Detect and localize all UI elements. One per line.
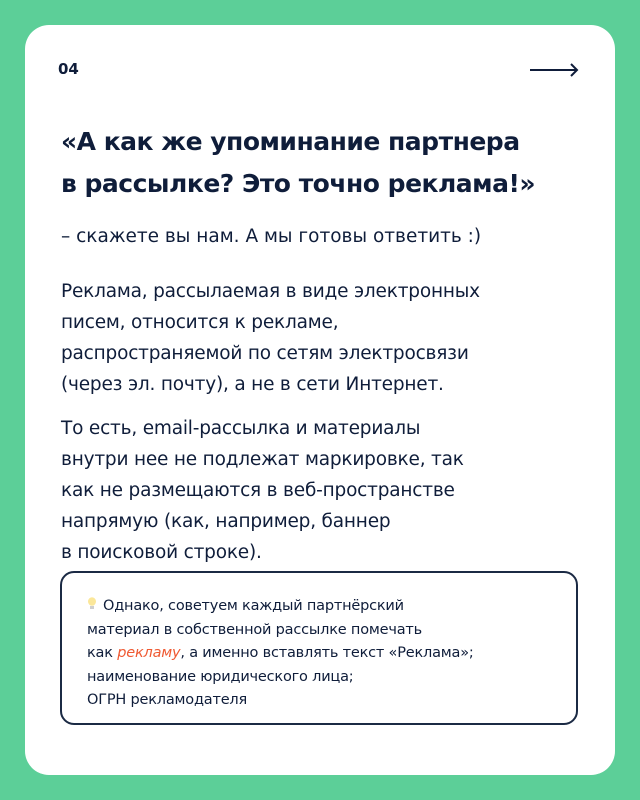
note-line: наименование юридического лица;: [87, 668, 354, 685]
headline-line: в рассылке? Это точно реклама!»: [61, 169, 536, 198]
text-line: напрямую (как, например, баннер: [61, 511, 391, 532]
note-box: [60, 571, 578, 725]
text-line: писем, относится к рекламе,: [61, 312, 339, 333]
note-line: , а именно вставлять текст «Реклама»;: [180, 645, 474, 661]
text-line: (через эл. почту), а не в сети Интернет.: [61, 374, 444, 395]
note-line: как: [87, 645, 118, 661]
arrow-right-icon[interactable]: [530, 62, 580, 78]
paragraph-2: [61, 413, 464, 568]
slide-card: [25, 25, 615, 775]
paragraph-1: [61, 276, 480, 400]
page-number: 04: [58, 60, 79, 78]
text-line: распространяемой по сетям электросвязи: [61, 343, 469, 364]
note-line: материал в собственной рассылке помечать: [87, 621, 422, 638]
note-text: [87, 595, 474, 713]
lightbulb-icon: [87, 597, 97, 610]
highlight-word: рекламу: [117, 645, 181, 661]
headline-line: «А как же упоминание партнера: [61, 127, 520, 156]
text-line: Реклама, рассылаемая в виде электронных: [61, 281, 480, 302]
text-line: То есть, email-рассылка и материалы: [61, 418, 421, 439]
text-line: внутри нее не подлежат маркировке, так: [61, 449, 464, 470]
text-line: как не размещаются в веб-пространстве: [61, 480, 455, 501]
text-line: в поисковой строке).: [61, 542, 262, 563]
note-line: Однако, советуем каждый партнёрский: [103, 598, 404, 614]
note-line: ОГРН рекламодателя: [87, 692, 248, 708]
subtitle: – скажете вы нам. А мы готовы ответить :): [61, 226, 482, 247]
headline: [61, 121, 535, 205]
